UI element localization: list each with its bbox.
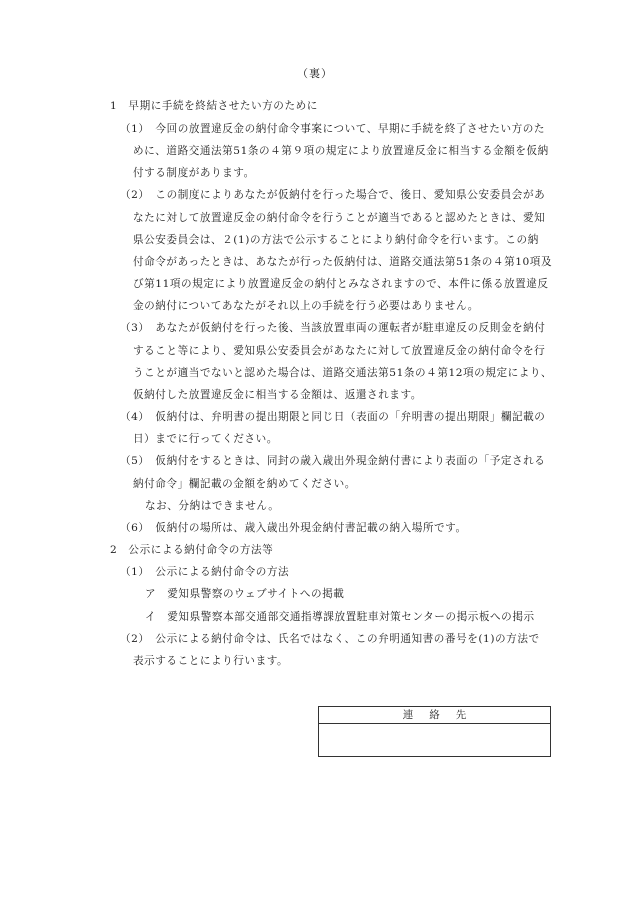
paragraph-line: （1） 公示による納付命令の方法 <box>120 566 290 578</box>
paragraph-line: 金の納付についてあなたがそれ以上の手続を行う必要はありません。 <box>133 300 479 312</box>
paragraph-line: 付命令があったときは、あなたが行った仮納付は、道路交通法第51条の４第10項及 <box>133 256 553 268</box>
paragraph-line: び第11項の規定により放置違反金の納付とみなされますので、本件に係る放置違反 <box>133 278 549 290</box>
paragraph-line: （3） あなたが仮納付を行った後、当該放置車両の運転者が駐車違反の反則金を納付 <box>120 322 546 334</box>
paragraph-line: （2） この制度によりあなたが仮納付を行った場合で、後日、愛知県公安委員会があ <box>120 189 546 201</box>
paragraph-line: 仮納付した放置違反金に相当する金額は、返還されます。 <box>133 389 422 401</box>
paragraph-line: うことが適当でないと認めた場合は、道路交通法第51条の４第12項の規定により、 <box>133 367 553 379</box>
paragraph-line: なお、分納はできません。 <box>145 500 280 512</box>
section-heading: 1 早期に手続を終結させたい方のために <box>110 100 318 112</box>
paragraph-line: （2） 公示による納付命令は、氏名ではなく、この弁明通知書の番号を(1)の方法で <box>120 633 540 645</box>
list-item: イ 愛知県警察本部交通部交通指導課放置駐車対策センターの掲示板への掲示 <box>145 611 535 623</box>
paragraph-line: 日）までに行ってください。 <box>133 433 278 445</box>
page-title: （裏） <box>297 67 333 80</box>
contact-box <box>318 706 551 757</box>
paragraph-line: めに、道路交通法第51条の４第９項の規定により放置違反金に相当する金額を仮納 <box>133 145 549 157</box>
paragraph-line: 県公安委員会は、２(1)の方法で公示することにより納付命令を行います。この納 <box>133 234 539 246</box>
paragraph-line: すること等により、愛知県公安委員会があなたに対して放置違反金の納付命令を行 <box>133 345 546 357</box>
contact-label: 連絡先 <box>319 707 550 724</box>
section-heading: 2 公示による納付命令の方法等 <box>110 544 274 556</box>
paragraph-line: （4） 仮納付は、弁明書の提出期限と同じ日（表面の「弁明書の提出期限」欄記載の <box>120 411 546 423</box>
list-item: ア 愛知県警察のウェブサイトへの掲載 <box>145 588 345 600</box>
contact-body <box>319 724 550 757</box>
paragraph-line: 付する制度があります。 <box>133 167 255 179</box>
paragraph-line: 表示することにより行います。 <box>133 655 289 667</box>
paragraph-line: 納付命令」欄記載の金額を納めてください。 <box>133 478 356 490</box>
paragraph-line: なたに対して放置違反金の納付命令を行うことが適当であると認めたときは、愛知 <box>133 212 546 224</box>
paragraph-line: （5） 仮納付をするときは、同封の歳入歳出外現金納付書により表面の「予定される <box>120 455 546 467</box>
paragraph-line: （6） 仮納付の場所は、歳入歳出外現金納付書記載の納入場所です。 <box>120 522 467 534</box>
paragraph-line: （1） 今回の放置違反金の納付命令事案について、早期に手続を終了させたい方のた <box>120 123 546 135</box>
